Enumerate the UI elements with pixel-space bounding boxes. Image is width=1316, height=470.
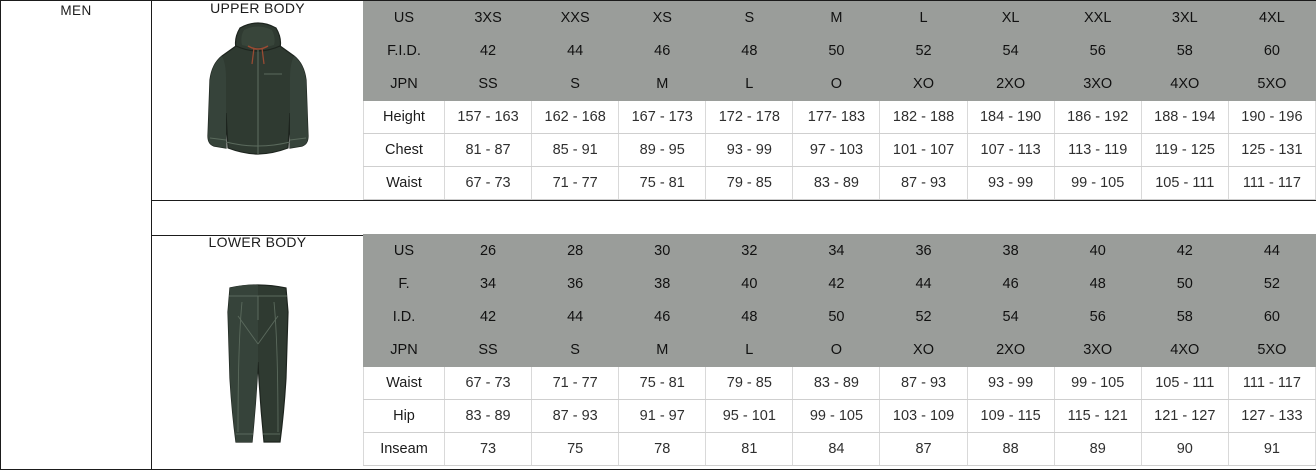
table-cell: 4XO: [1141, 68, 1228, 101]
table-cell: 42: [793, 268, 880, 301]
table-cell: 119 - 125: [1141, 134, 1228, 167]
table-cell: 79 - 85: [706, 367, 793, 400]
table-cell: 81: [706, 433, 793, 466]
table-cell: 46: [967, 268, 1054, 301]
row-header: Height: [364, 101, 445, 134]
table-cell: 48: [706, 35, 793, 68]
block-separator-band: [152, 200, 1316, 236]
table-row: [364, 268, 1316, 301]
table-cell: 182 - 188: [880, 101, 967, 134]
table-cell: 172 - 178: [706, 101, 793, 134]
table-cell: XO: [880, 334, 967, 367]
table-cell: 91 - 97: [619, 400, 706, 433]
table-cell: 111 - 117: [1228, 367, 1315, 400]
table-cell: 67 - 73: [445, 167, 532, 200]
table-cell: 121 - 127: [1141, 400, 1228, 433]
table-cell: 42: [1141, 235, 1228, 268]
lower-body-size-table: [363, 234, 1316, 466]
table-cell: 50: [1141, 268, 1228, 301]
table-cell: M: [619, 334, 706, 367]
table-cell: 93 - 99: [967, 167, 1054, 200]
row-header: JPN: [364, 334, 445, 367]
table-cell: 89 - 95: [619, 134, 706, 167]
table-row: [364, 400, 1316, 433]
table-cell: 93 - 99: [967, 367, 1054, 400]
table-row: [364, 68, 1316, 101]
table-cell: 56: [1054, 35, 1141, 68]
table-cell: 34: [793, 235, 880, 268]
table-cell: 34: [445, 268, 532, 301]
table-cell: 99 - 105: [1054, 367, 1141, 400]
table-cell: 88: [967, 433, 1054, 466]
table-cell: 157 - 163: [445, 101, 532, 134]
lower-body-block: [152, 234, 1316, 470]
table-row: [364, 167, 1316, 200]
table-row: [364, 367, 1316, 400]
table-cell: 32: [706, 235, 793, 268]
table-cell: 78: [619, 433, 706, 466]
table-cell: 28: [532, 235, 619, 268]
table-cell: 44: [880, 268, 967, 301]
table-cell: O: [793, 68, 880, 101]
table-cell: XXS: [532, 2, 619, 35]
table-cell: 36: [880, 235, 967, 268]
table-cell: 167 - 173: [619, 101, 706, 134]
table-cell: 97 - 103: [793, 134, 880, 167]
table-cell: 90: [1141, 433, 1228, 466]
table-cell: 30: [619, 235, 706, 268]
table-cell: M: [619, 68, 706, 101]
table-cell: SS: [445, 68, 532, 101]
table-cell: 162 - 168: [532, 101, 619, 134]
table-cell: 52: [880, 301, 967, 334]
pants-illustration: [152, 282, 363, 450]
row-header: Waist: [364, 167, 445, 200]
table-cell: 113 - 119: [1054, 134, 1141, 167]
table-cell: 109 - 115: [967, 400, 1054, 433]
table-cell: 52: [1228, 268, 1315, 301]
table-cell: 52: [880, 35, 967, 68]
table-cell: 42: [445, 301, 532, 334]
gender-label: MEN: [60, 3, 92, 18]
table-cell: O: [793, 334, 880, 367]
upper-body-block: [152, 0, 1316, 201]
table-row: [364, 134, 1316, 167]
table-cell: 93 - 99: [706, 134, 793, 167]
table-cell: 89: [1054, 433, 1141, 466]
table-row: [364, 334, 1316, 367]
jacket-illustration: [152, 18, 363, 158]
table-row: [364, 235, 1316, 268]
table-cell: 67 - 73: [445, 367, 532, 400]
gender-column: [0, 0, 152, 470]
row-header: F.: [364, 268, 445, 301]
table-cell: 91: [1228, 433, 1315, 466]
table-cell: 4XO: [1141, 334, 1228, 367]
table-cell: 3XL: [1141, 2, 1228, 35]
table-cell: 44: [532, 301, 619, 334]
row-header: F.I.D.: [364, 35, 445, 68]
table-cell: 73: [445, 433, 532, 466]
table-cell: 105 - 111: [1141, 167, 1228, 200]
table-cell: 87 - 93: [880, 167, 967, 200]
table-cell: XO: [880, 68, 967, 101]
table-cell: 127 - 133: [1228, 400, 1315, 433]
row-header: Chest: [364, 134, 445, 167]
table-cell: 3XO: [1054, 334, 1141, 367]
table-cell: 75: [532, 433, 619, 466]
table-cell: 46: [619, 35, 706, 68]
table-cell: 2XO: [967, 68, 1054, 101]
table-cell: 177- 183: [793, 101, 880, 134]
table-cell: 58: [1141, 35, 1228, 68]
table-cell: 83 - 89: [793, 367, 880, 400]
table-cell: 103 - 109: [880, 400, 967, 433]
row-header: US: [364, 235, 445, 268]
table-cell: 99 - 105: [793, 400, 880, 433]
table-cell: 58: [1141, 301, 1228, 334]
table-cell: 38: [619, 268, 706, 301]
upper-body-size-table: [363, 1, 1316, 200]
table-cell: L: [880, 2, 967, 35]
table-cell: 4XL: [1228, 2, 1315, 35]
table-cell: 71 - 77: [532, 367, 619, 400]
table-cell: S: [532, 68, 619, 101]
table-cell: 5XO: [1228, 334, 1315, 367]
table-cell: 44: [532, 35, 619, 68]
table-cell: 79 - 85: [706, 167, 793, 200]
row-header: Waist: [364, 367, 445, 400]
table-cell: 3XO: [1054, 68, 1141, 101]
table-cell: 36: [532, 268, 619, 301]
table-cell: 26: [445, 235, 532, 268]
table-cell: XXL: [1054, 2, 1141, 35]
table-cell: 125 - 131: [1228, 134, 1315, 167]
row-header: I.D.: [364, 301, 445, 334]
table-cell: 101 - 107: [880, 134, 967, 167]
table-cell: S: [706, 2, 793, 35]
table-cell: 54: [967, 301, 1054, 334]
table-cell: 87: [880, 433, 967, 466]
row-header: Inseam: [364, 433, 445, 466]
table-cell: M: [793, 2, 880, 35]
table-row: [364, 2, 1316, 35]
table-cell: 40: [706, 268, 793, 301]
table-cell: S: [532, 334, 619, 367]
table-cell: 46: [619, 301, 706, 334]
table-cell: 95 - 101: [706, 400, 793, 433]
upper-body-title: UPPER BODY: [210, 0, 305, 16]
lower-body-title: LOWER BODY: [208, 234, 307, 250]
table-cell: 60: [1228, 301, 1315, 334]
table-cell: 186 - 192: [1054, 101, 1141, 134]
table-cell: 5XO: [1228, 68, 1315, 101]
table-row: [364, 433, 1316, 466]
table-cell: 87 - 93: [880, 367, 967, 400]
table-cell: XL: [967, 2, 1054, 35]
table-cell: L: [706, 334, 793, 367]
table-cell: 38: [967, 235, 1054, 268]
table-cell: 56: [1054, 301, 1141, 334]
table-cell: 115 - 121: [1054, 400, 1141, 433]
table-cell: 60: [1228, 35, 1315, 68]
table-cell: 107 - 113: [967, 134, 1054, 167]
table-cell: 75 - 81: [619, 167, 706, 200]
table-row: [364, 301, 1316, 334]
table-cell: 2XO: [967, 334, 1054, 367]
table-cell: 87 - 93: [532, 400, 619, 433]
table-cell: 48: [706, 301, 793, 334]
table-cell: 50: [793, 35, 880, 68]
table-cell: 81 - 87: [445, 134, 532, 167]
table-cell: 111 - 117: [1228, 167, 1315, 200]
table-cell: 48: [1054, 268, 1141, 301]
table-cell: 54: [967, 35, 1054, 68]
table-cell: L: [706, 68, 793, 101]
table-cell: 83 - 89: [793, 167, 880, 200]
table-cell: XS: [619, 2, 706, 35]
table-cell: 85 - 91: [532, 134, 619, 167]
table-cell: 83 - 89: [445, 400, 532, 433]
table-cell: 105 - 111: [1141, 367, 1228, 400]
row-header: US: [364, 2, 445, 35]
table-cell: 40: [1054, 235, 1141, 268]
table-cell: 184 - 190: [967, 101, 1054, 134]
table-cell: 50: [793, 301, 880, 334]
table-row: [364, 35, 1316, 68]
table-cell: 188 - 194: [1141, 101, 1228, 134]
table-cell: 42: [445, 35, 532, 68]
row-header: Hip: [364, 400, 445, 433]
table-cell: 75 - 81: [619, 367, 706, 400]
table-cell: SS: [445, 334, 532, 367]
table-cell: 84: [793, 433, 880, 466]
row-header: JPN: [364, 68, 445, 101]
table-cell: 99 - 105: [1054, 167, 1141, 200]
table-row: [364, 101, 1316, 134]
table-cell: 44: [1228, 235, 1315, 268]
table-cell: 190 - 196: [1228, 101, 1315, 134]
table-cell: 71 - 77: [532, 167, 619, 200]
table-cell: 3XS: [445, 2, 532, 35]
